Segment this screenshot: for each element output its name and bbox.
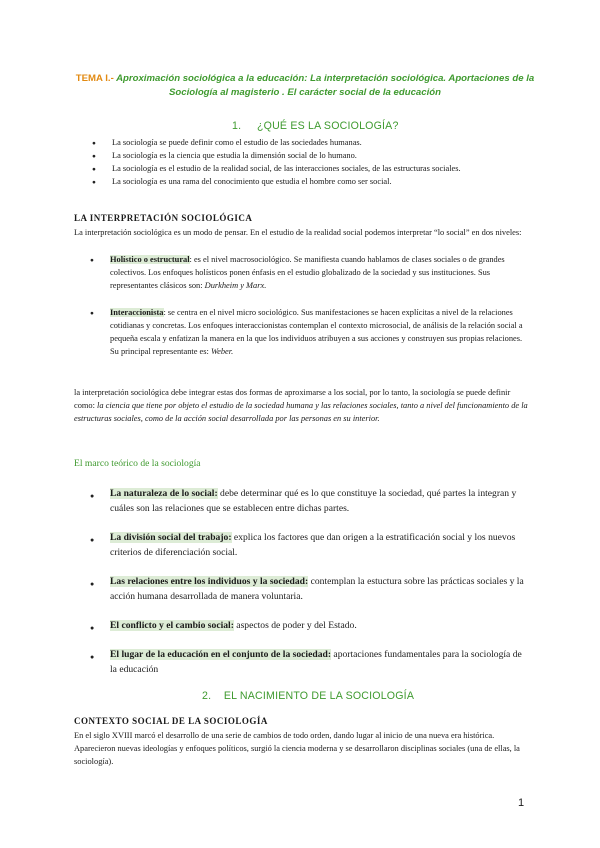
list-item: ● La sociología es una rama del conocimiento que estudia el hombre como ser social. (92, 175, 522, 188)
item-text: : se centra en el nivel micro sociológico. Sus manifestaciones se hacen explícitas a nivel de la relaciones cotidianas y concretas. Los enfoques interaccionistas contemplan el contexto microsocial, de análisis de la relación social a pequeña escala y enfatizan la manera en la que los individuos atribuyen a sus acciones y construyen sus propias relaciones. Su principal representante es: (110, 308, 523, 356)
item-text: aportaciones fundamentales para la sociología de la educación (110, 649, 522, 675)
item-text: explica los factores que dan origen a la estratificación social y los nuevos criterios de diferenciación social. (110, 532, 516, 558)
marco-list (90, 486, 530, 677)
section1-title: ¿QUÉ ES LA SOCIOLOGÍA? (256, 120, 399, 132)
term-relaciones: Las relaciones entre los individuos y la sociedad: (110, 576, 309, 587)
list-item (90, 618, 530, 633)
list-item (90, 306, 526, 358)
list-item: ● La sociología es el estudio de la realidad social, de las interacciones sociales, de las estructuras sociales. (92, 162, 522, 175)
contexto-paragraph: En el siglo XVIII marcó el desarrollo de una serie de cambios de todo orden, dando lugar al inicio de una nueva era histórica. Aparecieron nuevas ideologías y enfoques políticos, surgió la ciencia moderna y se desarrollaron disciplinas sociales (una de ellas, la sociología). (74, 731, 520, 766)
list-item: ● La sociología es la ciencia que estudia la dimensión social de lo humano. (92, 149, 522, 162)
section1-number: 1. (232, 120, 242, 132)
item-authors: Durkheim y Marx. (204, 281, 267, 290)
item-text: debe determinar qué es lo que constituye la sociedad, qué partes la integran y cuáles son las relaciones que se establecen entre dichas partes. (110, 488, 517, 514)
list-item: ● La sociología se puede definir como el estudio de las sociedades humanas. (92, 136, 522, 149)
conclusion-text: la interpretación sociológica debe integrar estas dos formas de aproximarse a los social, por lo tanto, la sociología se puede definir como: (74, 388, 511, 410)
item-text: : es el nivel macrosociológico. Se manifiesta cuando hablamos de clases sociales o de grandes colectivos. Los enfoques holísticos ponen énfasis en el estudio globalizado de la sociedad y sus instituciones. Sus representantes clásicos son: (110, 255, 505, 290)
term-educacion: El lugar de la educación en el conjunto de la sociedad: (110, 649, 332, 660)
term-division: La división social del trabajo: (110, 532, 232, 543)
item-authors: Weber. (210, 347, 234, 356)
term-holistico: Holístico o estructural (110, 255, 190, 264)
term-naturaleza: La naturaleza de lo social: (110, 488, 218, 499)
item-text: contemplan la estuctura sobre las prácticas sociales y la acción humana desarrollada de manera voluntaria. (110, 576, 524, 602)
list-item (90, 486, 530, 516)
item-text: aspectos de poder y del Estado. (233, 620, 357, 631)
title-text: Aproximación sociológica a la educación: La interpretación sociológica. Aportaciones de la Sociología al magisterio . El carácter social de la educación (116, 73, 535, 98)
contexto-heading: CONTEXTO SOCIAL DE LA SOCIOLOGÍA (74, 716, 268, 726)
list-item (90, 647, 530, 677)
list-item (90, 530, 530, 560)
section2-heading (202, 690, 414, 702)
marco-heading: El marco teórico de la sociología (74, 458, 201, 469)
levels-list (90, 253, 526, 358)
document-title (70, 72, 540, 100)
term-conflicto: El conflicto y el cambio social: (110, 620, 234, 631)
list-item (90, 253, 526, 292)
term-interaccionista: Interaccionista (110, 308, 164, 317)
page-number: 1 (518, 797, 525, 809)
interpretacion-intro: La interpretación sociológica es un modo de pensar. En el estudio de la realidad social podemos interpretar “lo social” en dos niveles: (74, 228, 522, 237)
interpretacion-heading: LA INTERPRETACIÓN SOCIOLÓGICA (74, 213, 253, 223)
definitions-list (92, 136, 522, 188)
definition-text: la ciencia que tiene por objeto el estudio de la sociedad humana y las relaciones sociales, tanto a nivel del funcionamiento de la estructuras sociales, como de la acción social desarrollada por las personas en su interior. (74, 401, 528, 423)
section1-heading (232, 120, 399, 132)
list-item (90, 574, 530, 604)
tema-label: TEMA I.- (75, 73, 114, 84)
conclusion-paragraph (74, 386, 528, 425)
section2-number: 2. (202, 690, 212, 702)
section2-title: EL NACIMIENTO DE LA SOCIOLOGÍA (223, 690, 415, 702)
